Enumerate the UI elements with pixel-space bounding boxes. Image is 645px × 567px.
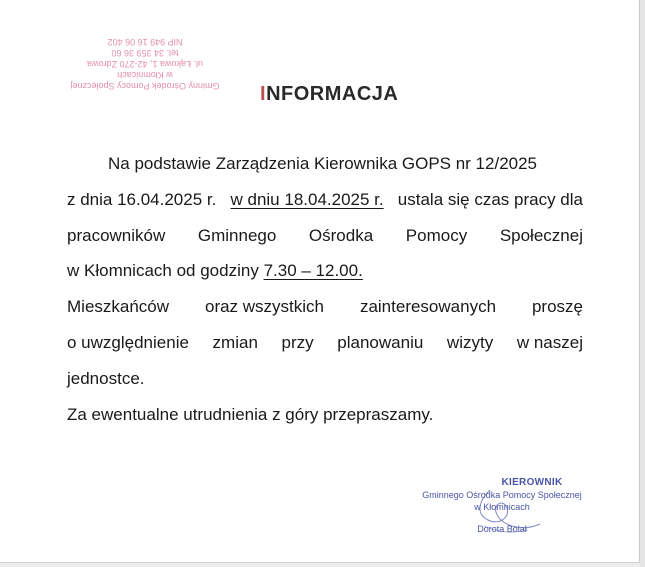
body-line-4-text: w Kłomnicach od godziny xyxy=(67,261,259,281)
body-hours: 7.30 – 12.00. xyxy=(263,261,363,281)
body-word: zainteresowanych xyxy=(359,297,497,317)
body-word: oraz wszystkich xyxy=(204,297,325,317)
body-line-8: Za ewentualne utrudnienia z góry przepraszamy. xyxy=(67,404,434,424)
body-word: Gminnego xyxy=(197,225,277,245)
stamp-line-1: Gminny Ośrodek Pomocy Społecznej xyxy=(70,81,220,91)
body-line-1: Na podstawie Zarządzenia Kierownika GOPS nr 12/2025 xyxy=(108,154,538,173)
handwritten-signature xyxy=(448,482,568,542)
stamp-line-2: w Kłomnicach xyxy=(117,70,173,80)
body-line-6 xyxy=(67,325,583,361)
page-title xyxy=(260,83,398,106)
body-word: Mieszkańców xyxy=(67,297,170,317)
office-stamp xyxy=(60,36,230,91)
stamp-line-3: ul. Łąkowa 1, 42-270 Zdrowa xyxy=(86,59,204,69)
signature-title: KIEROWNIK xyxy=(501,477,563,488)
notice-body xyxy=(67,146,583,432)
title-rest: NFORMACJA xyxy=(266,83,399,105)
body-line-2-rest: ustala się czas pracy dla xyxy=(397,189,583,209)
title-first-letter: I xyxy=(260,83,267,105)
body-word: planowaniu xyxy=(337,332,424,352)
body-line-5 xyxy=(67,289,583,325)
body-line-3 xyxy=(67,218,583,254)
body-line-4 xyxy=(67,253,583,289)
body-date-effective: w dniu 18.04.2025 r. xyxy=(230,189,384,209)
bottom-edge xyxy=(0,562,640,567)
body-date-issued: z dnia 16.04.2025 r. xyxy=(67,189,217,209)
signature-name: Dorota Bolał xyxy=(477,524,527,534)
body-word: zmian xyxy=(212,332,258,352)
body-line-7: jednostce. xyxy=(67,368,145,388)
body-word: pracowników xyxy=(67,225,166,245)
stamp-line-5: NIP 949 16 06 402 xyxy=(107,37,183,47)
body-word: w naszej xyxy=(516,332,583,352)
signature-place: w Kłomnicach xyxy=(474,502,530,512)
body-line-2 xyxy=(67,182,583,218)
body-word: Ośrodka xyxy=(308,225,374,245)
scrollbar-edge xyxy=(639,0,645,567)
body-word: przy xyxy=(281,332,314,352)
body-word: Społecznej xyxy=(499,225,583,245)
body-word: Pomocy xyxy=(405,225,468,245)
body-word: proszę xyxy=(531,297,583,317)
stamp-line-4: tel. 34 359 36 60 xyxy=(111,48,179,58)
body-word: o uwzględnienie xyxy=(67,332,189,352)
signature-org: Gminnego Ośrodka Pomocy Społecznej xyxy=(422,490,582,500)
body-word: wizyty xyxy=(446,332,494,352)
